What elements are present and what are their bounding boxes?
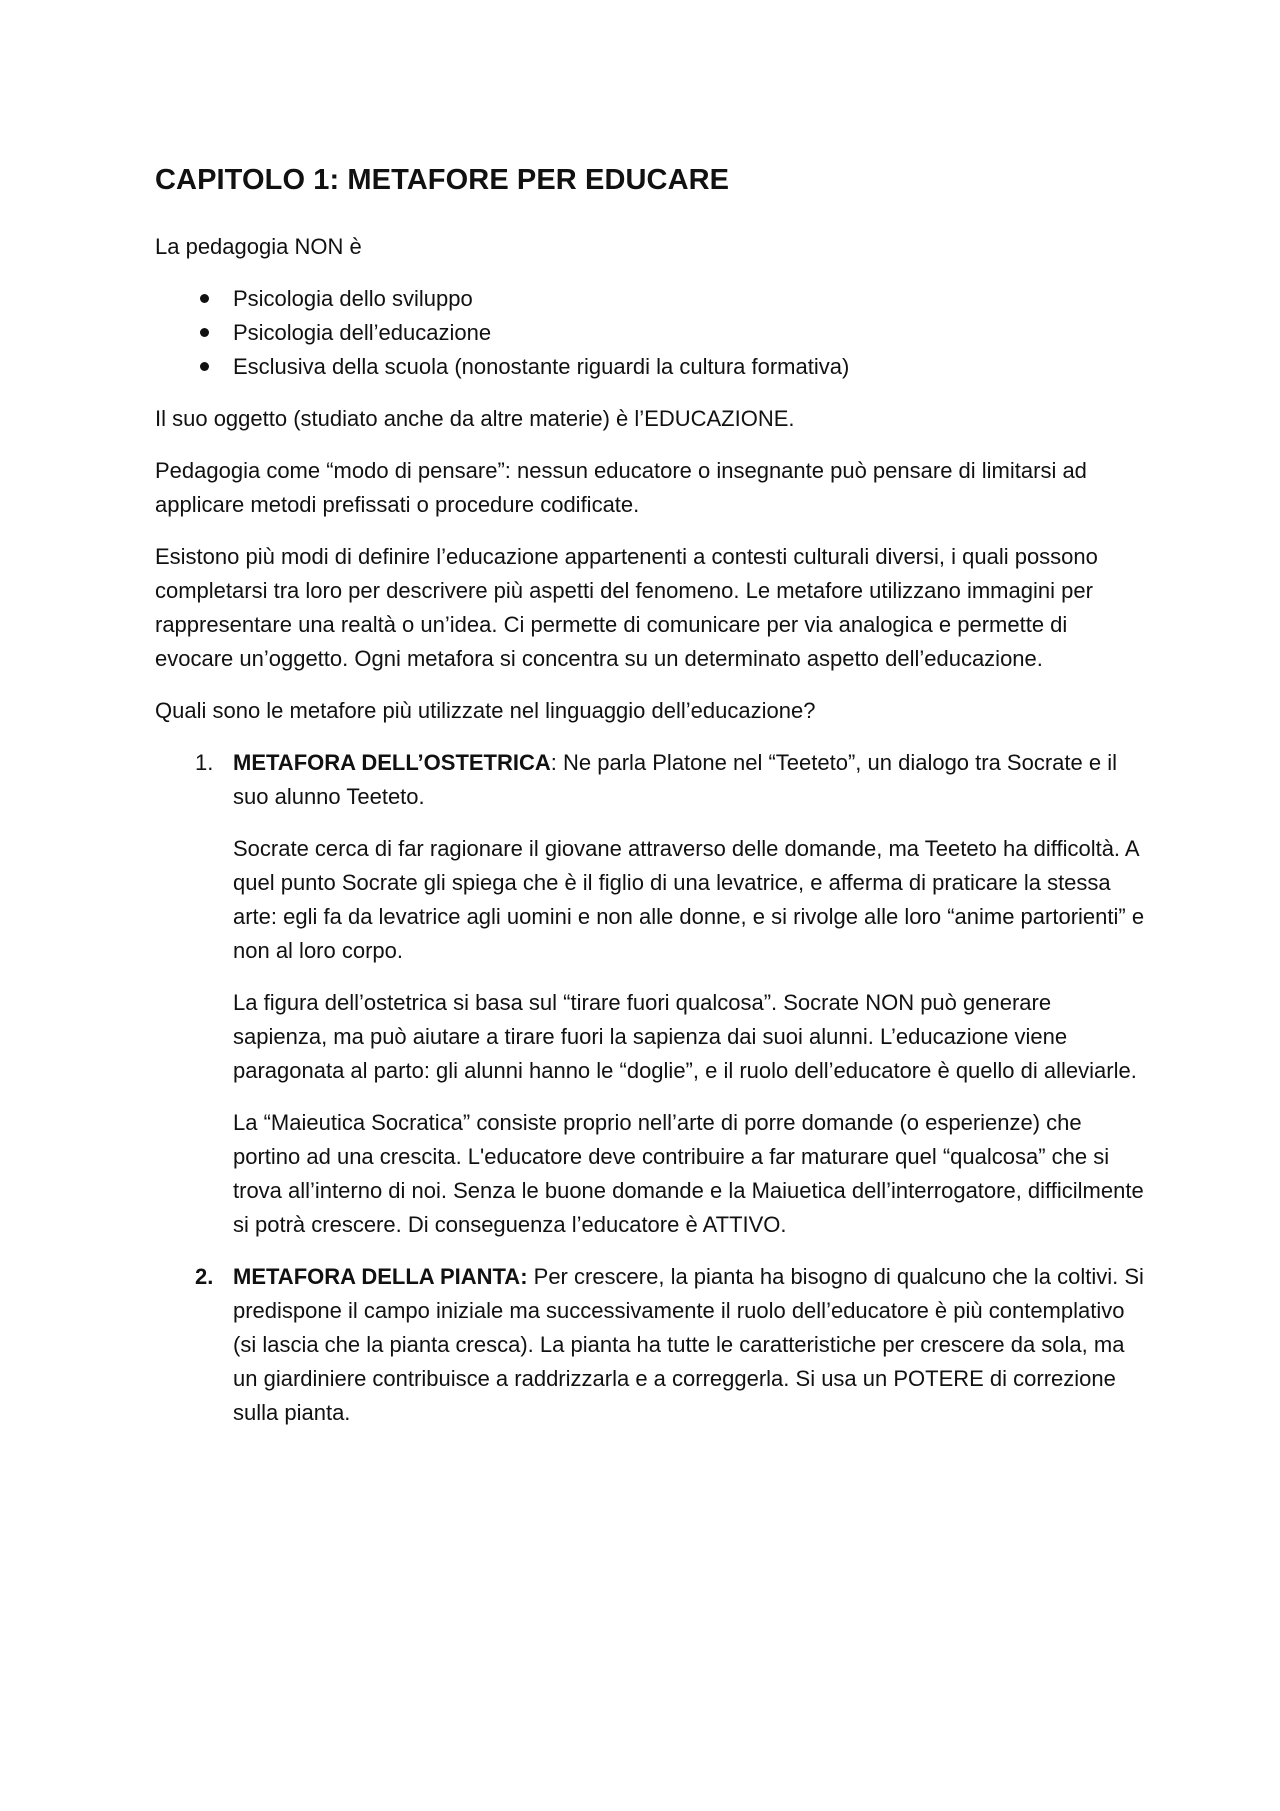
metaphor-item-ostetrica	[155, 746, 1145, 1242]
paragraph-way-of-thinking: Pedagogia come “modo di pensare”: nessun educatore o insegnante può pensare di limitarsi ad applicare metodi prefissati o procedure codificate.	[155, 458, 1087, 517]
list-number: 1.	[195, 750, 214, 775]
not-list	[155, 282, 1145, 384]
list-item: Psicologia dello sviluppo	[155, 282, 1145, 316]
chapter-title: CAPITOLO 1: METAFORE PER EDUCARE	[155, 164, 730, 196]
metaphor-lead	[233, 746, 1145, 814]
metaphor-heading: METAFORA DELL’OSTETRICA	[233, 750, 551, 775]
metaphor-list	[155, 746, 1145, 1430]
paragraph-object: Il suo oggetto (studiato anche da altre materie) è l’EDUCAZIONE.	[155, 406, 795, 431]
paragraph-question: Quali sono le metafore più utilizzate nel linguaggio dell’educazione?	[155, 698, 816, 723]
metaphor-heading: METAFORA DELLA PIANTA:	[233, 1264, 528, 1289]
metaphor-paragraph: Socrate cerca di far ragionare il giovane attraverso delle domande, ma Teeteto ha difficoltà. A quel punto Socrate gli spiega che è il figlio di una levatrice, e afferma di praticare la stessa arte: egli fa da levatrice agli uomini e non alle donne, e si rivolge alle loro “anime partorienti” e non al loro corpo.	[233, 836, 1145, 963]
intro-line: La pedagogia NON è	[155, 234, 362, 259]
metaphor-lead-text: : Ne parla Platone nel “Teeteto”, un dialogo tra Socrate e il suo alunno Teeteto.	[233, 750, 1117, 809]
metaphor-paragraph: La “Maieutica Socratica” consiste proprio nell’arte di porre domande (o esperienze) che portino ad una crescita. L'educatore deve contribuire a far maturare quel “qualcosa” che si trova all’interno di noi. Senza le buone domande e la Maiuetica dell’interrogatore, difficilmente si potrà crescere. Di conseguenza l’educatore è ATTIVO.	[233, 1110, 1144, 1237]
document-page	[155, 160, 1145, 1448]
list-number: 2.	[195, 1264, 214, 1289]
metaphor-item-pianta	[155, 1260, 1145, 1430]
metaphor-lead	[233, 1260, 1145, 1430]
list-item: Esclusiva della scuola (nonostante riguardi la cultura formativa)	[155, 350, 1145, 384]
metaphor-lead-text: Per crescere, la pianta ha bisogno di qualcuno che la coltivi. Si predispone il campo iniziale ma successivamente il ruolo dell’educatore è più contemplativo (si lascia che la pianta cresca). La pianta ha tutte le caratteristiche per crescere da sola, ma un giardiniere contribuisce a raddrizzarla e a correggerla. Si usa un POTERE di correzione sulla pianta.	[233, 1264, 1144, 1425]
list-item: Psicologia dell’educazione	[155, 316, 1145, 350]
paragraph-metaphors-intro: Esistono più modi di definire l’educazione appartenenti a contesti culturali diversi, i quali possono completarsi tra loro per descrivere più aspetti del fenomeno. Le metafore utilizzano immagini per rappresentare una realtà o un’idea. Ci permette di comunicare per via analogica e permette di evocare un’oggetto. Ogni metafora si concentra su un determinato aspetto dell’educazione.	[155, 544, 1098, 671]
metaphor-paragraph: La figura dell’ostetrica si basa sul “tirare fuori qualcosa”. Socrate NON può generare sapienza, ma può aiutare a tirare fuori la sapienza dai suoi alunni. L’educazione viene paragonata al parto: gli alunni hanno le “doglie”, e il ruolo dell’educatore è quello di alleviarle.	[233, 990, 1137, 1083]
